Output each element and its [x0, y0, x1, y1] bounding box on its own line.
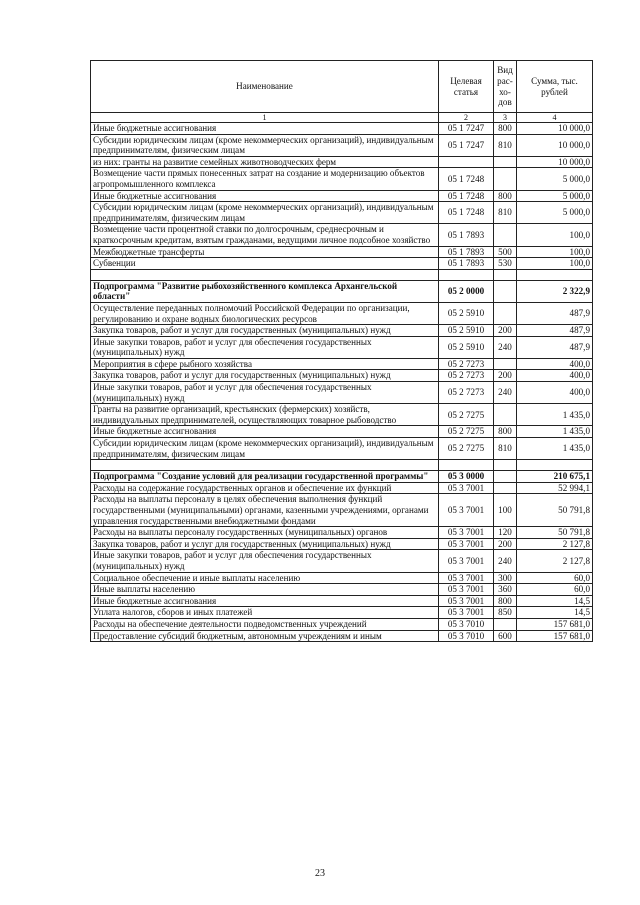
cell-expense-type: 600 [494, 630, 517, 642]
cell-name: Мероприятия в сфере рыбного хозяйства [91, 358, 439, 370]
table-row [91, 156, 593, 168]
cell-target-code: 05 3 7001 [439, 550, 494, 572]
cell-expense-type: 530 [494, 258, 517, 270]
cell-amount: 5 000,0 [517, 168, 593, 190]
cell-name: Иные закупки товаров, работ и услуг для обеспечения государственных (муниципальных) нужд [91, 550, 439, 572]
cell-target-code: 05 3 7001 [439, 607, 494, 619]
column-number: 2 [439, 113, 494, 123]
spacer-cell [494, 269, 517, 280]
cell-amount: 60,0 [517, 572, 593, 584]
cell-amount: 2 127,8 [517, 550, 593, 572]
table-row [91, 618, 593, 630]
cell-name: Закупка товаров, работ и услуг для государственных (муниципальных) нужд [91, 370, 439, 382]
table-row [91, 358, 593, 370]
table-row [91, 302, 593, 324]
cell-amount: 10 000,0 [517, 156, 593, 168]
cell-expense-type [494, 471, 517, 483]
cell-target-code: 05 2 7273 [439, 370, 494, 382]
cell-target-code [439, 156, 494, 168]
cell-amount: 400,0 [517, 370, 593, 382]
cell-name: Иные бюджетные ассигнования [91, 426, 439, 438]
table-row [91, 572, 593, 584]
cell-target-code: 05 2 0000 [439, 280, 494, 302]
table-row [91, 550, 593, 572]
cell-expense-type [494, 156, 517, 168]
cell-name: Субсидии юридическим лицам (кроме некоммерческих организаций), индивидуальным предпринимателям, физическим лицам [91, 134, 439, 156]
table-row [91, 404, 593, 426]
cell-target-code: 05 3 0000 [439, 471, 494, 483]
cell-target-code: 05 1 7893 [439, 224, 494, 246]
cell-name: Иные выплаты населению [91, 584, 439, 596]
cell-name: Возмещение части процентной ставки по долгосрочным, среднесрочным и краткосрочным кредитам, взятым гражданами, ведущими личное подсобное хозяйство [91, 224, 439, 246]
cell-target-code: 05 1 7247 [439, 123, 494, 135]
cell-expense-type [494, 224, 517, 246]
cell-name: Подпрограмма "Создание условий для реализации государственной программы" [91, 471, 439, 483]
cell-expense-type: 360 [494, 584, 517, 596]
cell-amount: 157 681,0 [517, 618, 593, 630]
cell-amount: 52 994,1 [517, 482, 593, 494]
column-number: 3 [494, 113, 517, 123]
cell-target-code: 05 2 7275 [439, 426, 494, 438]
cell-amount: 10 000,0 [517, 123, 593, 135]
spacer-row [91, 460, 593, 471]
cell-name: Осуществление переданных полномочий Российской Федерации по организации, регулированию и охране водных биологических ресурсов [91, 302, 439, 324]
cell-expense-type [494, 482, 517, 494]
cell-name: из них: гранты на развитие семейных животноводческих ферм [91, 156, 439, 168]
cell-name: Социальное обеспечение и иные выплаты населению [91, 572, 439, 584]
cell-target-code: 05 3 7001 [439, 584, 494, 596]
cell-name: Закупка товаров, работ и услуг для государственных (муниципальных) нужд [91, 325, 439, 337]
table-row [91, 382, 593, 404]
cell-expense-type: 850 [494, 607, 517, 619]
cell-expense-type [494, 168, 517, 190]
column-number: 4 [517, 113, 593, 123]
cell-name: Предоставление субсидий бюджетным, автономным учреждениям и иным [91, 630, 439, 642]
header-name: Наименование [91, 61, 439, 113]
cell-name: Подпрограмма "Развитие рыбохозяйственного комплекса Архангельской области" [91, 280, 439, 302]
cell-amount: 1 435,0 [517, 426, 593, 438]
cell-name: Уплата налогов, сборов и иных платежей [91, 607, 439, 619]
cell-amount: 210 675,1 [517, 471, 593, 483]
header-sum: Сумма, тыс. рублей [517, 61, 593, 113]
cell-target-code: 05 3 7001 [439, 595, 494, 607]
cell-expense-type: 200 [494, 370, 517, 382]
spacer-cell [517, 460, 593, 471]
cell-name: Расходы на содержание государственных органов и обеспечение их функций [91, 482, 439, 494]
cell-target-code: 05 3 7010 [439, 618, 494, 630]
table-row [91, 190, 593, 202]
cell-amount: 100,0 [517, 258, 593, 270]
spacer-row [91, 269, 593, 280]
cell-expense-type [494, 280, 517, 302]
spacer-cell [439, 460, 494, 471]
cell-expense-type: 800 [494, 595, 517, 607]
cell-expense-type: 800 [494, 123, 517, 135]
cell-target-code: 05 1 7893 [439, 246, 494, 258]
cell-expense-type [494, 404, 517, 426]
table-row [91, 123, 593, 135]
cell-target-code: 05 2 5910 [439, 325, 494, 337]
table-row [91, 224, 593, 246]
cell-expense-type: 100 [494, 494, 517, 527]
spacer-cell [91, 460, 439, 471]
cell-amount: 10 000,0 [517, 134, 593, 156]
cell-expense-type: 120 [494, 527, 517, 539]
cell-target-code: 05 3 7001 [439, 538, 494, 550]
subprogram-row [91, 280, 593, 302]
table-row [91, 482, 593, 494]
table-row [91, 584, 593, 596]
cell-target-code: 05 1 7248 [439, 168, 494, 190]
cell-name: Расходы на выплаты персоналу государственных (муниципальных) органов [91, 527, 439, 539]
table-row [91, 538, 593, 550]
cell-name: Закупка товаров, работ и услуг для государственных (муниципальных) нужд [91, 538, 439, 550]
cell-amount: 50 791,8 [517, 494, 593, 527]
table-row [91, 426, 593, 438]
table-header-row [91, 61, 593, 113]
cell-amount: 2 322,9 [517, 280, 593, 302]
cell-amount: 487,9 [517, 302, 593, 324]
table-row [91, 370, 593, 382]
table-row [91, 527, 593, 539]
cell-name: Гранты на развитие организаций, крестьянских (фермерских) хозяйств, индивидуальных предпринимателей, осуществляющих товарное рыбоводство [91, 404, 439, 426]
column-number-row [91, 113, 593, 123]
cell-target-code: 05 3 7001 [439, 494, 494, 527]
cell-amount: 14,5 [517, 607, 593, 619]
budget-table-body [91, 61, 593, 642]
cell-name: Межбюджетные трансферты [91, 246, 439, 258]
table-row [91, 630, 593, 642]
table-row [91, 168, 593, 190]
table-row [91, 134, 593, 156]
cell-expense-type: 240 [494, 336, 517, 358]
cell-amount: 14,5 [517, 595, 593, 607]
cell-name: Расходы на выплаты персоналу в целях обеспечения выполнения функций государственными (муниципальными) органами, казенными учреждениями, органами управления государственными внебюджетными фондами [91, 494, 439, 527]
cell-amount: 400,0 [517, 358, 593, 370]
cell-expense-type: 240 [494, 382, 517, 404]
cell-name: Субсидии юридическим лицам (кроме некоммерческих организаций), индивидуальным предпринимателям, физическим лицам [91, 438, 439, 460]
cell-amount: 60,0 [517, 584, 593, 596]
cell-target-code: 05 2 7273 [439, 358, 494, 370]
cell-name: Иные бюджетные ассигнования [91, 190, 439, 202]
cell-expense-type: 300 [494, 572, 517, 584]
cell-name: Возмещение части прямых понесенных затрат на создание и модернизацию объектов агропромышленного комплекса [91, 168, 439, 190]
cell-target-code: 05 3 7001 [439, 527, 494, 539]
cell-name: Иные закупки товаров, работ и услуг для обеспечения государственных (муниципальных) нужд [91, 382, 439, 404]
table-row [91, 325, 593, 337]
cell-name: Иные бюджетные ассигнования [91, 123, 439, 135]
cell-target-code: 05 3 7010 [439, 630, 494, 642]
budget-table [90, 60, 593, 642]
cell-amount: 5 000,0 [517, 202, 593, 224]
cell-name: Иные закупки товаров, работ и услуг для обеспечения государственных (муниципальных) нужд [91, 336, 439, 358]
cell-amount: 400,0 [517, 382, 593, 404]
cell-target-code: 05 1 7248 [439, 190, 494, 202]
cell-target-code: 05 1 7248 [439, 202, 494, 224]
cell-expense-type [494, 618, 517, 630]
table-row [91, 246, 593, 258]
cell-target-code: 05 1 7247 [439, 134, 494, 156]
cell-target-code: 05 3 7001 [439, 572, 494, 584]
spacer-cell [494, 460, 517, 471]
cell-target-code: 05 1 7893 [439, 258, 494, 270]
cell-expense-type: 810 [494, 134, 517, 156]
header-vid: Вид рас-хо-дов [494, 61, 517, 113]
cell-expense-type: 200 [494, 538, 517, 550]
table-row [91, 336, 593, 358]
cell-amount: 157 681,0 [517, 630, 593, 642]
table-row [91, 258, 593, 270]
cell-name: Субвенции [91, 258, 439, 270]
cell-amount: 487,9 [517, 325, 593, 337]
cell-target-code: 05 3 7001 [439, 482, 494, 494]
column-number: 1 [91, 113, 439, 123]
cell-amount: 1 435,0 [517, 404, 593, 426]
cell-expense-type [494, 358, 517, 370]
cell-amount: 100,0 [517, 246, 593, 258]
cell-expense-type: 240 [494, 550, 517, 572]
cell-amount: 1 435,0 [517, 438, 593, 460]
table-row [91, 607, 593, 619]
cell-target-code: 05 2 5910 [439, 336, 494, 358]
cell-name: Расходы на обеспечение деятельности подведомственных учреждений [91, 618, 439, 630]
cell-amount: 100,0 [517, 224, 593, 246]
cell-expense-type: 810 [494, 438, 517, 460]
cell-target-code: 05 2 7273 [439, 382, 494, 404]
table-row [91, 202, 593, 224]
cell-name: Субсидии юридическим лицам (кроме некоммерческих организаций), индивидуальным предпринимателям, физическим лицам [91, 202, 439, 224]
cell-expense-type: 500 [494, 246, 517, 258]
page-number: 23 [315, 868, 325, 879]
subprogram-row [91, 471, 593, 483]
table-row [91, 438, 593, 460]
spacer-cell [91, 269, 439, 280]
cell-target-code: 05 2 7275 [439, 438, 494, 460]
header-code: Целевая статья [439, 61, 494, 113]
cell-target-code: 05 2 5910 [439, 302, 494, 324]
cell-amount: 2 127,8 [517, 538, 593, 550]
table-row [91, 494, 593, 527]
cell-expense-type [494, 302, 517, 324]
cell-amount: 487,9 [517, 336, 593, 358]
table-row [91, 595, 593, 607]
cell-expense-type: 200 [494, 325, 517, 337]
cell-amount: 50 791,8 [517, 527, 593, 539]
cell-amount: 5 000,0 [517, 190, 593, 202]
cell-target-code: 05 2 7275 [439, 404, 494, 426]
cell-expense-type: 800 [494, 190, 517, 202]
spacer-cell [517, 269, 593, 280]
cell-expense-type: 810 [494, 202, 517, 224]
cell-name: Иные бюджетные ассигнования [91, 595, 439, 607]
spacer-cell [439, 269, 494, 280]
cell-expense-type: 800 [494, 426, 517, 438]
